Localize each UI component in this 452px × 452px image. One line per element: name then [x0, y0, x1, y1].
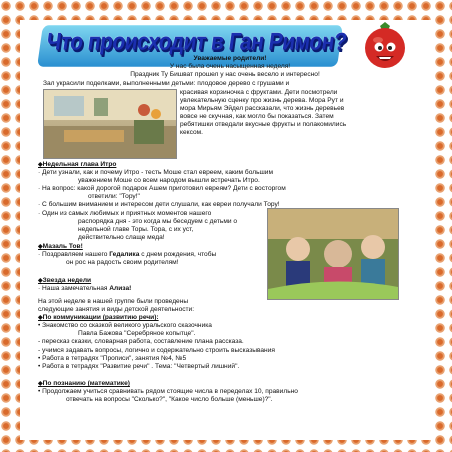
intro-line-2: [60, 71, 390, 79]
torah-section: [38, 161, 286, 242]
list-item: недельной главе Торы. Тора, с их уст,: [78, 225, 194, 233]
lessons-section: [38, 298, 275, 371]
greeting: Уважаемые родители!: [193, 55, 267, 62]
intro-paragraph: [180, 89, 394, 138]
list-item: • Работа в тетрадях "Развитие речи" . Тема: "Четвертый лишний".: [38, 362, 240, 370]
list-item: действительно слаще меда!: [78, 233, 165, 241]
mazal-text: · Поздравляем нашего Гедалика с днем рождения, чтобы: [38, 251, 217, 259]
star-section: [38, 277, 131, 293]
math-heading: ◆ По познанию (математике): [38, 380, 298, 388]
list-item: - пересказ сказки, словарная работа, составление плана рассказа.: [38, 338, 244, 346]
intro-line: мора Мирьям Эйдел рассказали, что жизнь деревьев: [180, 105, 345, 113]
lessons-intro: следующие занятия и виды детской деятельности:: [38, 306, 195, 314]
torah-heading: ◆ Недельная глава Итро: [38, 161, 286, 169]
list-item: Павла Бажова "Серебряное копытце".: [78, 330, 196, 338]
list-item: · Дети узнали, как и почему Итро - тесть Моше стал евреем, каким большим: [38, 169, 274, 177]
star-heading: ◆ Звезда недели: [38, 277, 131, 285]
intro-line: Зал украсили поделками, выполненными детьми: плодовое дерево с грушами и: [43, 80, 290, 87]
list-item: ответили: "Тору!": [88, 193, 140, 201]
star-name: Ализа!: [109, 285, 132, 293]
intro-line: кексом.: [180, 129, 203, 137]
speech-heading: ◆ По коммуникации (развитию речи):: [38, 314, 275, 322]
math-section: [38, 380, 298, 404]
intro-line: увлекательную сценку про жизнь дерева. Мора Рут и: [180, 97, 344, 105]
page-title: Что происходит в Ган Римон?: [37, 25, 343, 66]
list-item: · С большим вниманием и интересом дети слушали, как евреи получали Тору!: [38, 201, 280, 209]
intro-line-3: [43, 80, 289, 88]
star-text: · Наша замечательная Ализа!: [38, 285, 132, 293]
mazal-section: [38, 243, 216, 267]
list-item: • Знакомство со сказкой великого уральского сказочника: [38, 322, 212, 330]
photo-classroom: [43, 89, 177, 159]
photo-children-torah: [267, 208, 399, 300]
list-item: • Работа в тетрадях "Прописи", занятия №4, №5: [38, 354, 187, 362]
list-item: • Продолжаем учиться сравнивать рядом стоящие числа в переделах 10, правильно: [38, 388, 298, 396]
mazal-text: он рос на радость своим родителям!: [66, 259, 179, 267]
list-item: уважением Моше со всем народом вышли встречать Итро.: [78, 177, 260, 185]
intro-line: Праздник Ту Бишват прошел у нас очень весело и интересно!: [130, 71, 320, 78]
lessons-intro: На этой неделе в нашей группе были проведены: [38, 298, 189, 305]
intro-line: красивая корзиночка с фруктами. Дети посмотрели: [180, 89, 338, 96]
intro-block: [120, 55, 340, 71]
birthday-name: Гедалика: [109, 251, 140, 259]
intro-line: вовсе не скучная, как могло бы показаться. Затем: [180, 113, 334, 121]
list-item: - учимся задавать вопросы, логично и содержательно строить высказывания: [38, 346, 275, 354]
intro-line: ребятишки отведали вкусные фрукты и полакомились: [180, 121, 347, 129]
list-item: · На вопрос: какой дорогой подарок Ашем приготовил евреям? Дети с восторгом: [38, 185, 286, 193]
list-item: отвечать на вопросы "Сколько?", "Какое число больше (меньше)?".: [66, 396, 273, 404]
mazal-heading: ◆ Мазаль Тов!: [38, 243, 216, 251]
pomegranate-mascot-icon: [360, 20, 410, 70]
list-item: · Один из самых любимых и приятных моментов нашего: [38, 209, 212, 217]
list-item: распорядка дня - это когда мы беседуем с детьми о: [78, 217, 238, 225]
intro-line: У нас была очень насыщенная неделя!: [169, 63, 291, 71]
